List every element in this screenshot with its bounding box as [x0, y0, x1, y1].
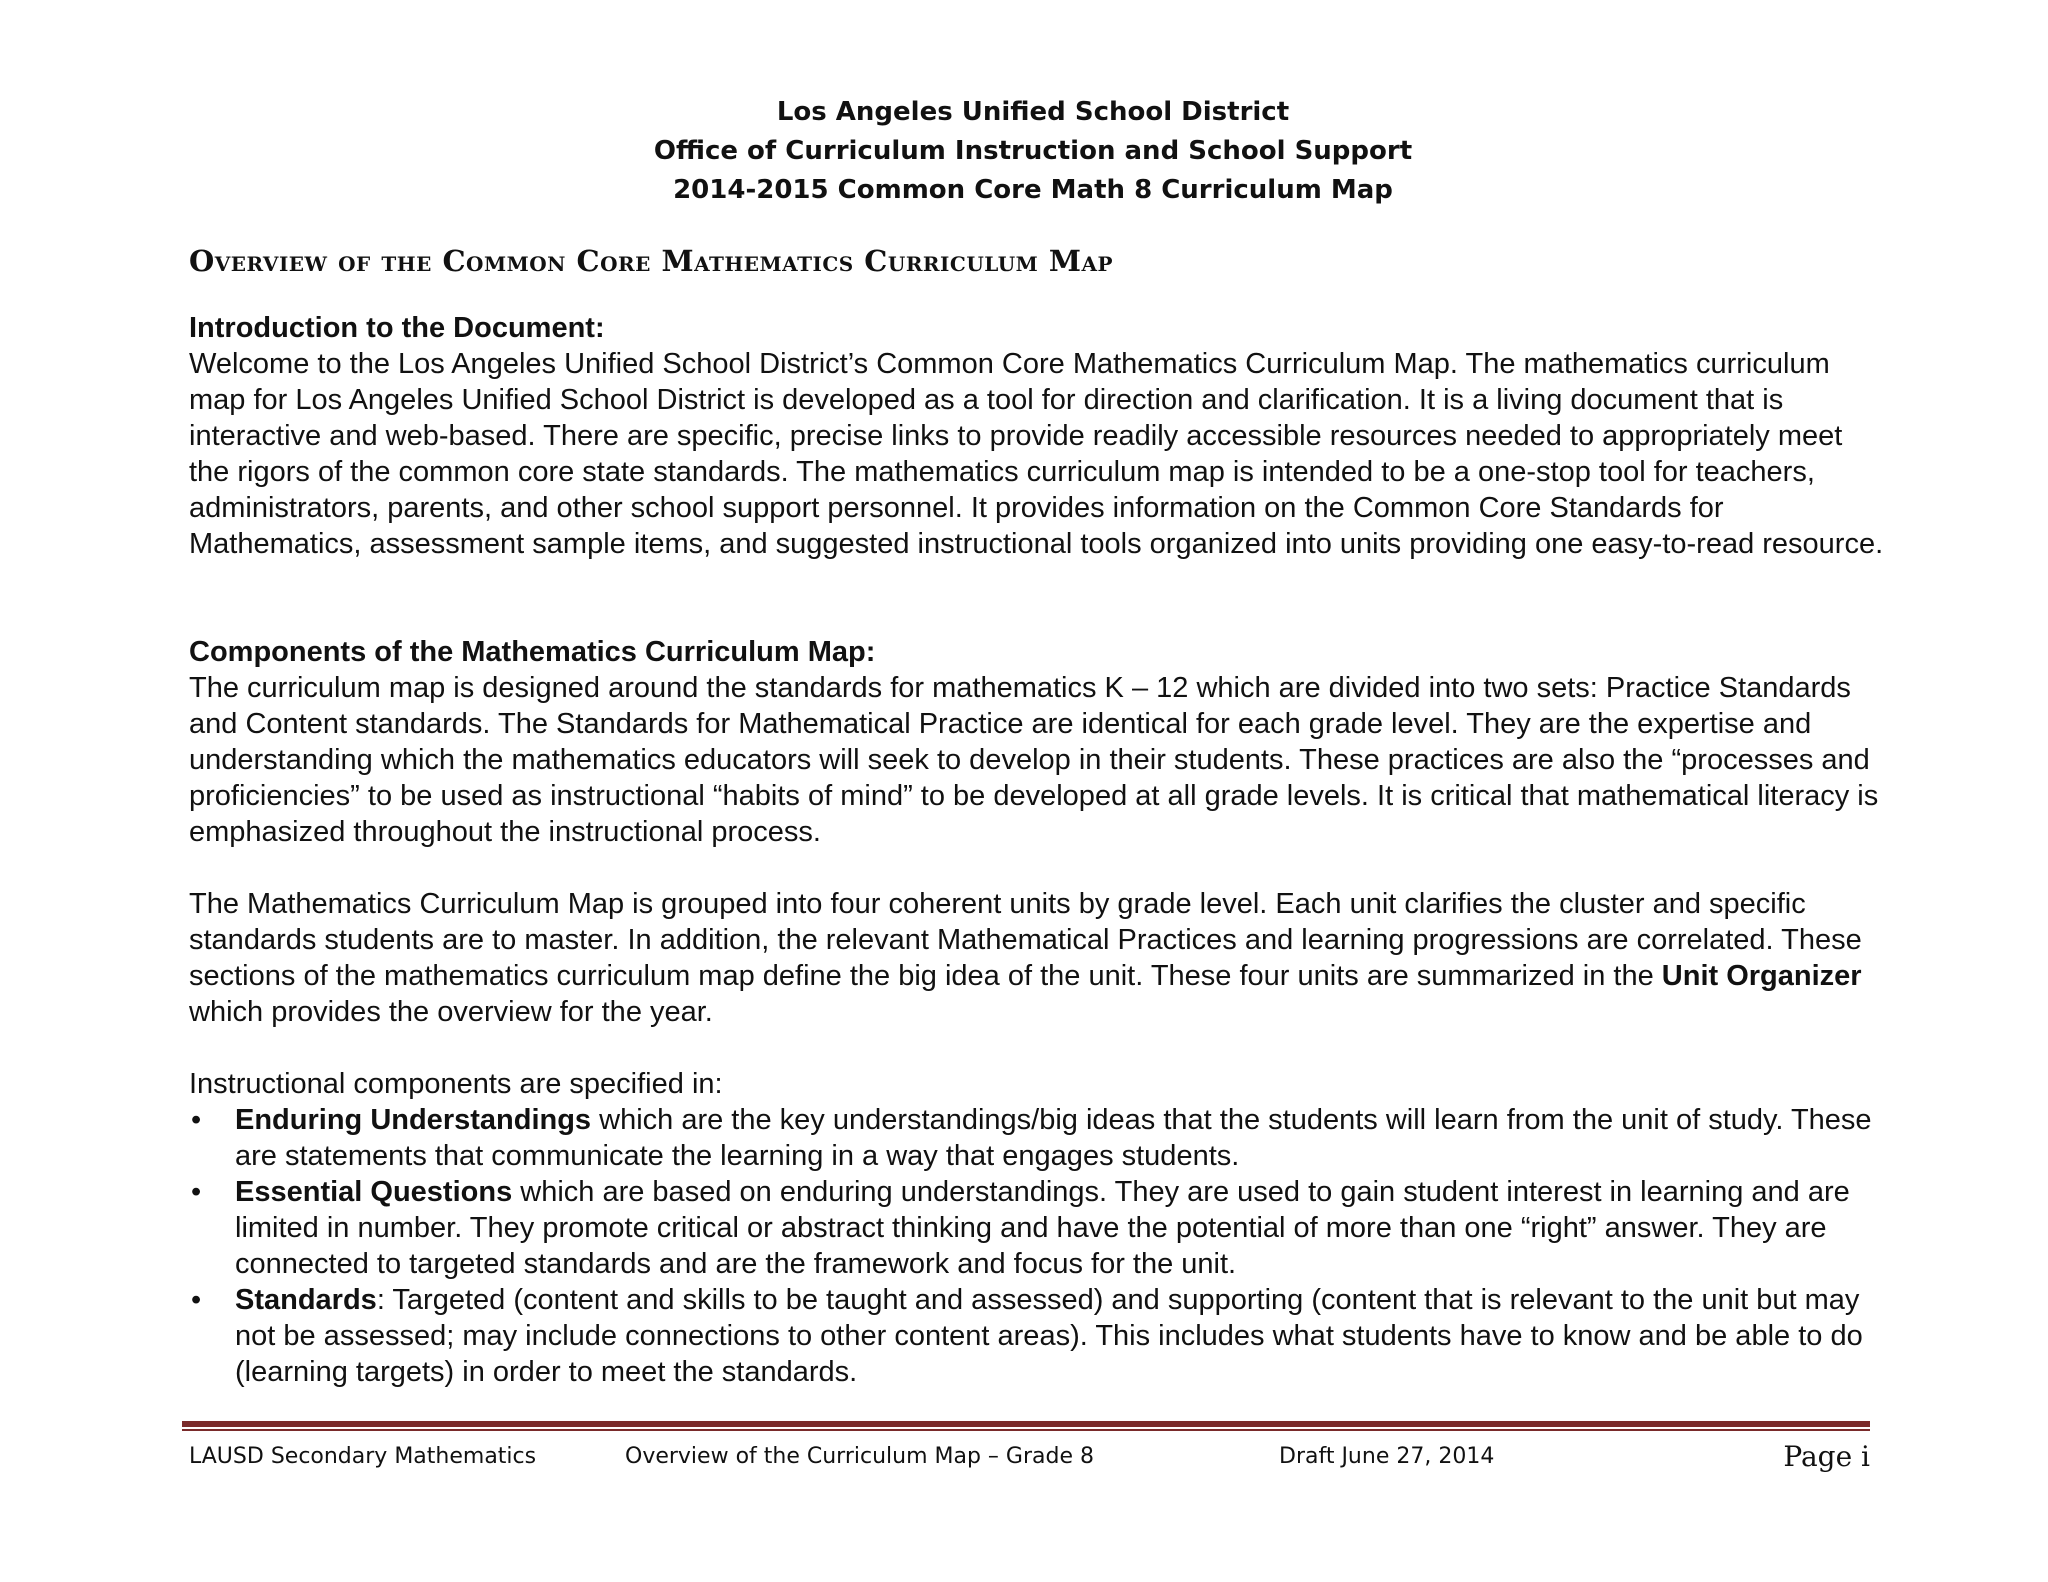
footer-draft-date: Draft June 27, 2014 — [1279, 1444, 1495, 1469]
footer-divider-thick — [182, 1421, 1870, 1427]
instructional-intro: Instructional components are specified in: — [189, 1068, 723, 1100]
header-map-title: 2014-2015 Common Core Math 8 Curriculum Map — [673, 175, 1393, 205]
footer-divider — [182, 1421, 1870, 1431]
overview-title: Overview of the Common Core Mathematics Curriculum Map — [189, 244, 1114, 278]
components-section — [189, 634, 1889, 850]
grouping-paragraph — [189, 886, 1889, 1030]
footer-department: LAUSD Secondary Mathematics — [189, 1444, 537, 1469]
instructional-section — [189, 1066, 1889, 1390]
intro-body: Welcome to the Los Angeles Unified School District’s Common Core Mathematics Curriculum Map. The mathematics curriculum map for Los Angeles Unified School District is developed as a tool for direction and clarification. It is a living document that is interactive and web-based. There are specific, precise links to provide readily accessible resources needed to appropriately meet the rigors of the common core state standards. The mathematics curriculum map is intended to be a one-stop tool for teachers, administrators, parents, and other school support personnel. It provides information on the Common Core Standards for Mathematics, assessment sample items, and suggested instructional tools organized into units providing one easy-to-read resource. — [189, 348, 1884, 560]
document-header — [189, 93, 1877, 210]
list-item — [189, 1174, 1889, 1282]
list-item-text: which are based on enduring understandings. They are used to gain student interest in learning and are limited in number. They promote critical or abstract thinking and have the potential of more than one “right” answer. They are connected to targeted standards and are the framework and focus for the unit. — [235, 1176, 1850, 1280]
list-item-term: Standards — [235, 1284, 377, 1316]
list-item-text: : Targeted (content and skills to be taught and assessed) and supporting (content that is relevant to the unit but may not be assessed; may include connections to other content areas). This includes what students have to know and be able to do (learning targets) in order to meet the standards. — [235, 1284, 1863, 1388]
list-item-text: which are the key understandings/big ideas that the students will learn from the unit of study. These are statements that communicate the learning in a way that engages students. — [235, 1104, 1872, 1172]
list-item — [189, 1282, 1889, 1390]
footer-divider-thin — [182, 1429, 1870, 1431]
footer-document-name: Overview of the Curriculum Map – Grade 8 — [625, 1444, 1094, 1469]
intro-heading: Introduction to the Document: — [189, 312, 605, 344]
grouping-body-start: The Mathematics Curriculum Map is grouped into four coherent units by grade level. Each unit clarifies the cluster and specific standards students are to master. In addition, the relevant Mathematical Practices and learning progressions are correlated. These sections of the mathematics curriculum map define the big idea of the unit. These four units are summarized in the — [189, 888, 1862, 992]
unit-organizer-term: Unit Organizer — [1661, 960, 1862, 992]
page-footer — [189, 1440, 1870, 1474]
instructional-list — [189, 1102, 1889, 1390]
components-heading: Components of the Mathematics Curriculum Map: — [189, 636, 876, 668]
components-body: The curriculum map is designed around the standards for mathematics K – 12 which are divided into two sets: Practice Standards and Content standards. The Standards for Mathematical Practice are identical for each grade level. They are the expertise and understanding which the mathematics educators will seek to develop in their students. These practices are also the “processes and proficiencies” to be used as instructional “habits of mind” to be developed at all grade levels. It is critical that mathematical literacy is emphasized throughout the instructional process. — [189, 672, 1879, 848]
list-item-term: Essential Questions — [235, 1176, 513, 1208]
header-office: Office of Curriculum Instruction and School Support — [653, 136, 1413, 166]
grouping-section — [189, 886, 1889, 1030]
list-item-term: Enduring Understandings — [235, 1104, 592, 1136]
intro-section — [189, 310, 1889, 562]
footer-page-number: Page i — [1783, 1440, 1870, 1473]
grouping-body-end: which provides the overview for the year. — [189, 996, 713, 1028]
list-item — [189, 1102, 1889, 1174]
header-district: Los Angeles Unified School District — [776, 97, 1290, 127]
